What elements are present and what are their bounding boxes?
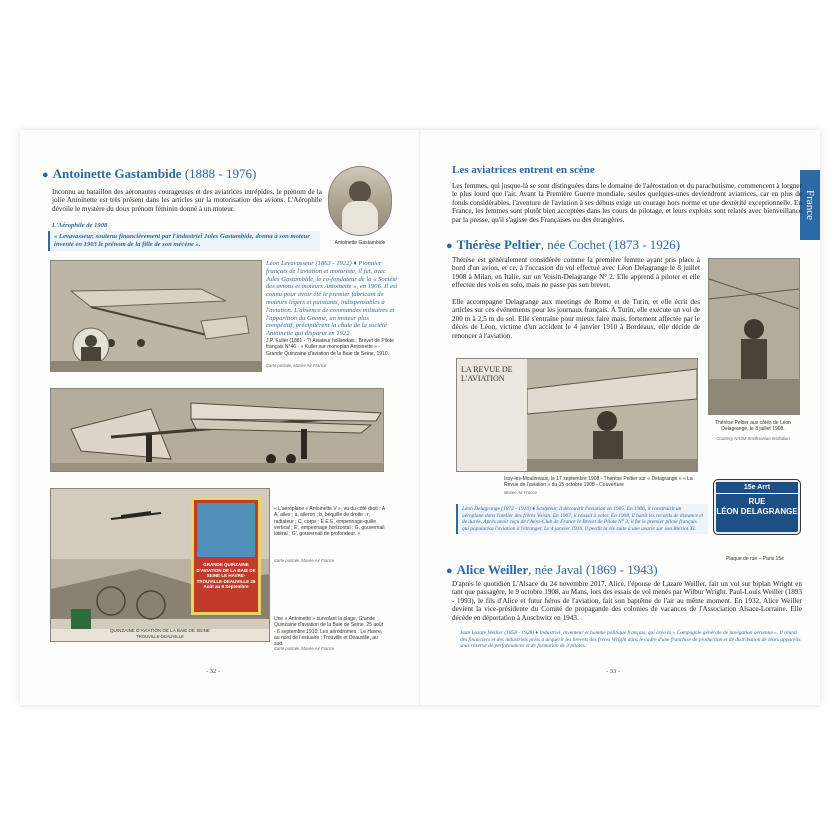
antoinette-v-photo [50, 388, 384, 472]
antoinette-plane-illustration [51, 261, 261, 371]
aerophile-quote: « Levavasseur, soutenu financièrement par l'industriel Jules Gastambide, donna à son moteur inventé en 1903 le prénom de la fille de son mécène ». [48, 231, 320, 251]
peltier-photo-caption: Thérèse Peltier aux côtés de Léon Delagrange, le 8 juillet 1908. [714, 420, 792, 433]
antoinette-heading [42, 166, 256, 182]
street-sign [714, 480, 800, 534]
sign-street-name: LÉON DELAGRANGE [716, 507, 798, 516]
gutter [419, 130, 421, 705]
weiller-note: Jean Lazare Weiller (1858 - 1928) ♦ Industriel, inventeur et homme politique français, qui créa la « Compagnie générale de navigation aérienne ». Il réunit des financiers et des industriels prêts à acquérir les brevets des frères Wright dans le cadre d'une franchise de production et de distribution de leurs appareils, sous réserve de performances et de formation de 3 pilotes. [460, 630, 802, 650]
revue-credit: Musée Air France [504, 490, 537, 495]
antoinette-portrait [328, 166, 392, 236]
beach-credit: Carte postale, Musée Air France [274, 646, 335, 651]
poster-image [197, 503, 255, 557]
sign-arrondissement: 15e Arrt [716, 482, 798, 494]
page-number-left: - 32 - [206, 668, 221, 675]
bullet-icon: ● [42, 169, 49, 181]
weiller-dates: (1869 - 1943) [586, 562, 658, 577]
section-text: Les femmes, qui jusque-là se sont distinguées dans le domaine de l'aérostation et du parachutisme, commencent à lorgner le plus lourd que l'air. Avant la Première Guerre mondiale, seules quelques-unes deviendront aviatrices, car en plus de fonds considérables, l'aventure de l'aviation à ses débuts exige un courage hors norme et une dextérité exceptionnelle. En France, les femmes sont plutôt bien acceptées dans les cours de pilotage, et leurs exploits sont relatés avec bienveillance par la presse, qu'il s'agisse des Françaises ou des étrangères. [452, 182, 802, 224]
sign-rue: RUE [748, 497, 766, 506]
peltier-title: Thérèse Peltier [456, 237, 541, 252]
peltier-heading [446, 237, 680, 253]
revue-cover [456, 358, 698, 472]
delagrange-note: Léon Delagrange (1872 - 1910) ♦ Sculpteur, il découvrit l'aviation en 1905. En 1906, il construisit un aéroplane dans l'atelier des frères Voisin. En 1907, il réussit à voler. En 1908, il battit les records de distance et de durée. Après avoir reçu de l'Aéro-Club de France le Brevet de Pilote N° 3, il fut le premier pilote français qui popularisa l'aviation à l'étranger. Le 4 janvier 1910, il perdit la vie suite à une avarie sur son Blériot XI. [456, 504, 708, 534]
plane-caption: « L'aéroplane « Antoinette V », vu du côté droit : A A, ailes ; a, aileron ; b, béquille de droite ; r, radiateur ; C, corps ; E E E, empennage-quille vertical ; E', empennage horizontal ; G, gouvernail latéral ; G', gouvernail de profondeur. » [274, 506, 385, 538]
country-tab [800, 170, 820, 240]
plane-credit: Carte postale, Musée Air France [274, 558, 335, 563]
peltier-illustration [709, 259, 799, 414]
weiller-heading [446, 562, 658, 578]
postcard-town: TROUVILLE-DEAUVILLE [136, 634, 184, 639]
bullet-icon: ● [446, 565, 453, 577]
revue-photo [527, 359, 697, 471]
kuller-credit: Carte postale, Musée Air France [266, 363, 327, 368]
revue-caption: Issy-les-Moulineaux, le 17 septembre 1908 - Thérèse Peltier sur « Delagrange » « La Revue de l'aviation » du 15 octobre 1908 - Couverture [504, 476, 693, 489]
aviation-poster [191, 497, 261, 615]
page-number-right: - 33 - [606, 668, 621, 675]
section-title: Les aviatrices entrent en scène [452, 164, 595, 176]
peltier-photo-credit: Courtesy NASM Smithsonian Institution [716, 436, 790, 441]
antoinette-dates: (1888 - 1976) [184, 166, 257, 181]
peltier-paragraph-1: Thérèse est généralement considérée comme la première femme ayant pris place à bord d'un avion, et ce, à l'occasion du vol effectué avec Léon Delagrange le 8 juillet 1908 à Milan, en Italie, sur un Voisin-Delagrange N° 2. Elle apprend à piloter et elle effectue des vols en solo, mais ne passe pas son brevet. [452, 256, 700, 290]
peltier-sub: , née Cochet [540, 237, 606, 252]
bullet-icon: ● [446, 240, 453, 252]
peltier-dates: (1873 - 1926) [608, 237, 681, 252]
revue-title: LA REVUE DE L'AVIATION [461, 365, 513, 383]
portrait-caption: Antoinette Gastambide [334, 240, 386, 246]
weiller-title: Alice Weiller [456, 562, 529, 577]
poster-text: GRANDE QUINZAINE D'AVIATION DE LA BAIE DE SEINE LE HAVRE-TROUVILLE-DEAUVILLE 25 Août au 6 Septembre [196, 562, 256, 589]
antoinette-intro: Inconnu au bataillon des aéronautes courageuses et des aviatrices intrépides, le prénom de la jolie Antoinette est très présent dans les articles sur la motorisation des avions. L'Aérophile dévoile le mystère du doux prénom féminin donné à un moteur. [52, 188, 322, 213]
weiller-sub: , née Javal [528, 562, 583, 577]
antoinette-title: Antoinette Gastambide [52, 166, 182, 181]
beach-caption: Une « Antoinette » survolant la plage. Grande Quinzaine d'aviation de la Baie de Seine, 25 août - 6 septembre 1910. Les aérodromes : Le Havre, au nord de l'estuaire ; Trouville et Deauville, au sud. [274, 616, 384, 648]
levavasseur-note: Léon Levavasseur (1863 - 1922) ♦ Pionnier français de l'aviation et motoriste, il fut, avec Jules Gastambide, le co-fondateur de la « Société des avions et moteurs Antoinette », en 1906. Il est connu pour avoir été le premier fabricant de moteurs légers et puissants, indispensables à l'aviation. L'absence de commandes militaires et l'apparition du Gnome, un moteur plus compétitif, précipitèrent la chute de la société Antoinette qui disparut en 1922. [266, 260, 398, 338]
aerophile-source: L'Aérophile de 1908 [52, 222, 108, 229]
book-spread [20, 130, 820, 705]
peltier-paragraph-2: Elle accompagne Delagrange aux meetings de Rome et de Turin, et elle écrit des articles sur ces événements pour les journaux français. À Turin, elle exécute un vol de 200 m à 2,5 m du sol. Elle s'entraîne pour mieux faire mais, fortement affectée par le décès de Léon, victime d'un accident le 4 janvier 1910 à Bordeaux, elle décide de renoncer à l'aviation. [452, 298, 700, 340]
kuller-photo [50, 260, 262, 372]
postcard-title: QUINZAINE D'AVIATION DE LA BAIE DE SEINE [109, 628, 210, 633]
peltier-photo [708, 258, 800, 415]
antoinette-v-illustration [51, 389, 383, 471]
sign-caption: Plaque de rue – Paris 15e [726, 556, 784, 562]
weiller-text: D'après le quotidien L'Alsace du 24 novembre 2017, Alice, l'épouse de Lazare Weiller, fait un vol sur biplan Wright en tant que passagère, le 9 octobre 1908, au Mans, lors des essais de vol menés par Wilbur Wright. Paul-Louis Weiller (1893 - 1993), le fils d'Alice et futur héros de l'aviation, fait son baptême de l'air au même moment. En 1932, Alice Weiller devient la vice-présidente du Comité de propagande des colonies de vacances de l'Association Alsace-Lorraine. Elle décède en déportation à Auschwitz en 1943. [452, 580, 802, 622]
beach-postcard [50, 488, 270, 642]
kuller-caption: J.P. Kuller (1881 - ?) Aviateur hollandais ; Brevet de Pilote français N°46 - « Kuller sur monoplan Antoinette » - Grande Quinzaine d'aviation de la Baie de Seine, 1910. [266, 338, 394, 357]
tab-label: France [804, 190, 816, 220]
